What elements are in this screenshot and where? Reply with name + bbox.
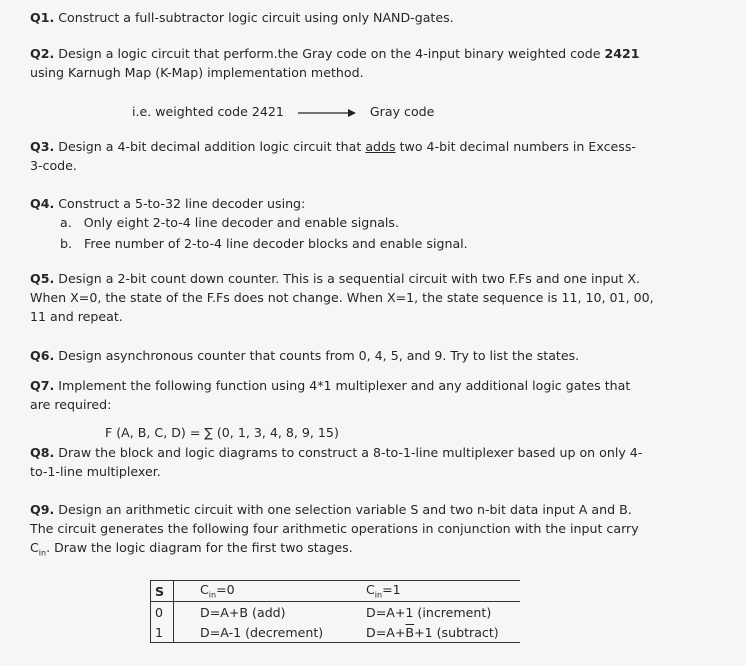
carry-value: =0 xyxy=(216,582,235,598)
item-label: a. xyxy=(60,215,72,230)
question-text: Construct a full-subtractor logic circuit using only NAND-gates. xyxy=(54,10,454,25)
question-number: Q6. xyxy=(30,348,55,363)
carry-symbol xyxy=(30,540,47,558)
header-s: S xyxy=(151,581,174,602)
b-complement: $\overline{B}$ xyxy=(405,624,415,640)
question-1 xyxy=(30,8,454,27)
question-text: Draw the block and logic diagrams to construct a 8-to-1-line multiplexer based up on only 4- xyxy=(54,445,643,460)
question-text: Design a 2-bit count down counter. This is a sequential circuit with two F.Fs and one input X. xyxy=(54,271,641,286)
question-number: Q7. xyxy=(30,378,55,393)
q4-item-a xyxy=(60,213,399,232)
question-text: Implement the following function using 4*1 multiplexer and any additional logic gates that xyxy=(54,378,631,393)
carry-letter: C xyxy=(366,582,375,598)
question-text-line2: When X=0, the state of the F.Fs does not change. When X=1, the state sequence is 11, 10, 01, 00, xyxy=(30,290,654,305)
question-text-line2: The circuit generates the following four arithmetic operations in conjunction with the input carry xyxy=(30,521,639,536)
cell-s: 0 xyxy=(151,602,174,623)
question-number: Q8. xyxy=(30,445,55,460)
question-text-line3: 11 and repeat. xyxy=(30,309,123,324)
underlined-word: adds xyxy=(365,139,396,154)
cell-cin-0: D=A-1 (decrement) xyxy=(174,622,355,643)
carry-letter: C xyxy=(30,540,39,555)
question-number: Q1. xyxy=(30,10,55,25)
question-2 xyxy=(30,44,640,82)
q4-item-b xyxy=(60,234,468,253)
table-row xyxy=(151,622,521,643)
question-number: Q2. xyxy=(30,46,55,61)
carry-subscript: in xyxy=(374,590,383,600)
question-text-cont: two 4-bit decimal numbers in Excess- xyxy=(395,139,636,154)
question-text: Design a 4-bit decimal addition logic circuit that xyxy=(54,139,366,154)
question-4 xyxy=(30,194,305,213)
weighted-code: 2421 xyxy=(604,46,640,61)
question-6 xyxy=(30,346,579,365)
question-number: Q3. xyxy=(30,139,55,154)
question-text-line2: 3-code. xyxy=(30,158,77,173)
question-9 xyxy=(30,500,639,563)
cell-s: 1 xyxy=(151,622,174,643)
question-text: Design an arithmetic circuit with one selection variable S and two n-bit data input A and B. xyxy=(54,502,632,517)
question-number: Q9. xyxy=(30,502,55,517)
question-text: Design asynchronous counter that counts from 0, 4, 5, and 9. Try to list the states. xyxy=(54,348,580,363)
question-text-line2: to-1-line multiplexer. xyxy=(30,464,161,479)
carry-letter: C xyxy=(200,582,209,598)
example-right: Gray code xyxy=(369,104,435,119)
question-7 xyxy=(30,376,630,414)
carry-subscript: in xyxy=(38,548,47,558)
table-row xyxy=(151,602,521,623)
header-cin-0 xyxy=(174,581,355,602)
question-5 xyxy=(30,269,654,326)
expr-part: D=A+ xyxy=(366,624,406,640)
question-text-line2: are required: xyxy=(30,397,112,412)
question-3 xyxy=(30,137,636,175)
operations-table xyxy=(150,580,520,643)
question-number: Q5. xyxy=(30,271,55,286)
expr-part: +1 (subtract) xyxy=(414,624,499,640)
example-left: i.e. weighted code 2421 xyxy=(132,104,284,119)
question-text-line2: using Karnugh Map (K-Map) implementation method. xyxy=(30,65,364,80)
q2-example xyxy=(132,102,434,121)
question-text: Design a logic circuit that perform.the Gray code on the 4-input binary weighted code xyxy=(54,46,605,61)
question-8 xyxy=(30,443,642,481)
question-number: Q4. xyxy=(30,196,55,211)
table-header-row xyxy=(151,581,521,602)
question-text-line3: . Draw the logic diagram for the first two stages. xyxy=(46,540,353,555)
question-text: Construct a 5-to-32 line decoder using: xyxy=(54,196,306,211)
right-arrow-icon xyxy=(298,108,356,118)
header-cin-1 xyxy=(354,581,520,602)
item-text: Free number of 2-to-4 line decoder blocks and enable signal. xyxy=(84,236,468,251)
cell-cin-1 xyxy=(354,622,520,643)
cell-cin-0: D=A+B (add) xyxy=(200,604,286,620)
cell-cin-1: D=A+1 (increment) xyxy=(366,604,492,620)
item-text: Only eight 2-to-4 line decoder and enable signals. xyxy=(83,215,399,230)
item-label: b. xyxy=(60,236,72,251)
carry-subscript: in xyxy=(208,590,217,600)
q7-function: F (A, B, C, D) = ∑ (0, 1, 3, 4, 8, 9, 15) xyxy=(105,425,339,440)
carry-value: =1 xyxy=(382,582,401,598)
